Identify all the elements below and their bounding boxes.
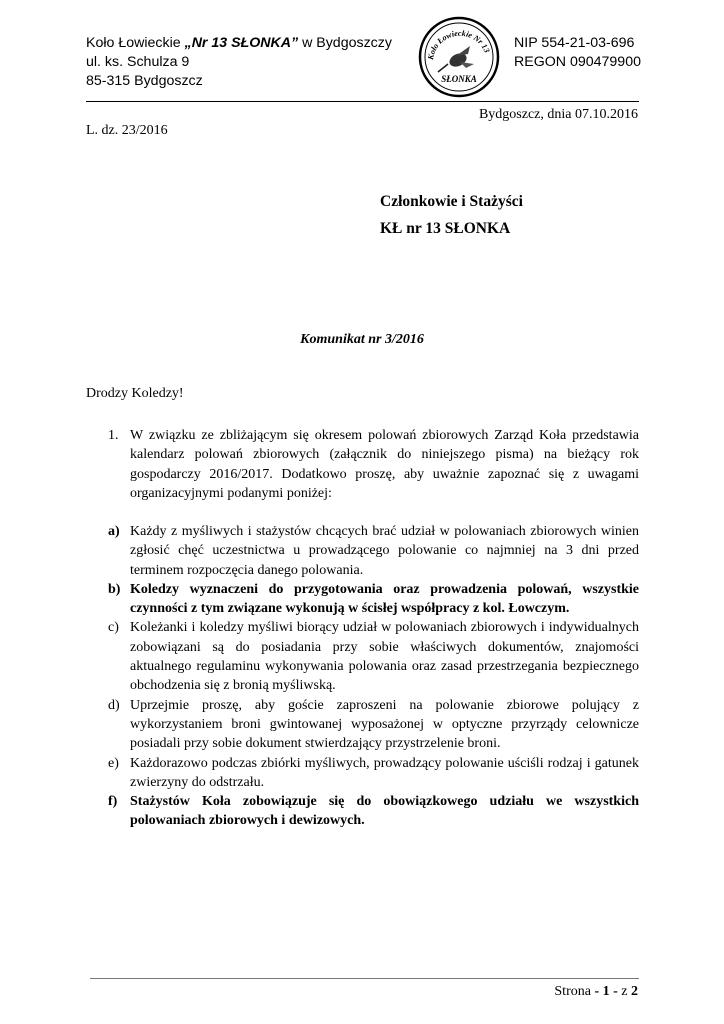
numbered-item	[86, 426, 639, 503]
list-item	[86, 754, 639, 793]
list-marker: e)	[108, 755, 119, 771]
item-text: W związku ze zbliżającym się okresem polowań zbiorowych Zarząd Koła przedstawia kalendarz polowań zbiorowych (załącznik do niniejszego pisma) na bieżący rok gospodarczy 2016/2017. Dodatkowo proszę, aby uważnie zapoznać się z uwagami organizacyjnymi podanymi poniżej:	[130, 428, 639, 501]
list-item-text: Każdorazowo podczas zbiórki myśliwych, prowadzący polowanie uściśli rodzaj i gatunek zwierzyny do odstrzału.	[130, 755, 639, 790]
list-item-text: Stażystów Koła zobowiązuje się do obowiązkowego udziału we wszystkich polowaniach zbiorowych i dewizowych.	[130, 794, 639, 829]
greeting: Drodzy Koledzy!	[86, 386, 184, 401]
recipient-line-1: Członkowie i Stażyści	[380, 193, 523, 210]
list-item	[86, 522, 639, 580]
regon-number: REGON 090479900	[514, 54, 641, 70]
list-marker: b)	[108, 581, 121, 597]
organization-name: Koło Łowieckie „Nr 13 SŁONKA” w Bydgoszczy	[86, 35, 392, 51]
list-item-text: Koleżanki i koledzy myśliwi biorący udział w polowaniach zbiorowych i indywidualnych zobowiązani są do posiadania przy sobie właściwych dokumentów, znajomości aktualnego regulaminu wykonywania polowania oraz zasad przestrzegania bezpiecznego obchodzenia się z bronią myśliwską.	[130, 620, 639, 694]
paragraph-1	[86, 426, 639, 503]
city-postcode: 85-315 Bydgoszcz	[86, 73, 203, 89]
list-item-text: Koledzy wyznaczeni do przygotowania oraz prowadzenia polowań, wszystkie czynności z tym związane wykonują w ścisłej współpracy z kol. Łowczym.	[130, 581, 639, 617]
list-marker: d)	[108, 697, 120, 713]
list-item-text: Uprzejmie proszę, aby goście zaproszeni na polowanie zbiorowe polujący z wykorzystaniem broni gwintowanej wyposażonej w optyczne przyrządy celownicze posiadali przy sobie dokument stwierdzający przystrzelenie broni.	[130, 697, 639, 752]
item-number: 1.	[108, 428, 119, 443]
list-item	[86, 618, 639, 695]
recipients-block	[380, 188, 523, 242]
reference-number: L. dz. 23/2016	[86, 123, 168, 138]
list-marker: c)	[108, 620, 119, 636]
list-item-text: Każdy z myśliwych i stażystów chcących brać udział w polowaniach zbiorowych winien zgłosić chęć uczestnictwa u prowadzącego polowanie co najmniej na 3 dni przed terminem rozpoczęcia danego polowania.	[130, 524, 639, 578]
club-seal-logo	[418, 16, 500, 98]
list-marker: a)	[108, 524, 120, 539]
recipient-line-2: KŁ nr 13 SŁONKA	[380, 220, 511, 237]
footer-divider	[90, 978, 639, 979]
list-marker: f)	[108, 794, 118, 810]
remarks-list	[86, 522, 639, 831]
organization-address	[86, 34, 392, 91]
tax-identifiers	[514, 34, 641, 72]
header-divider	[86, 101, 639, 102]
seal-name-text: SŁONKA	[441, 74, 477, 84]
page-number: Strona - 1 - z 2	[554, 984, 638, 999]
list-item	[86, 696, 639, 754]
nip-number: NIP 554-21-03-696	[514, 35, 635, 51]
seal-arc-text: Koło Łowieckie Nr 13	[425, 28, 492, 61]
street-address: ul. ks. Schulza 9	[86, 54, 190, 70]
letter-subject: Komunikat nr 3/2016	[300, 332, 424, 347]
list-item	[86, 792, 639, 831]
letter-date: Bydgoszcz, dnia 07.10.2016	[478, 107, 638, 122]
list-item	[86, 580, 639, 619]
